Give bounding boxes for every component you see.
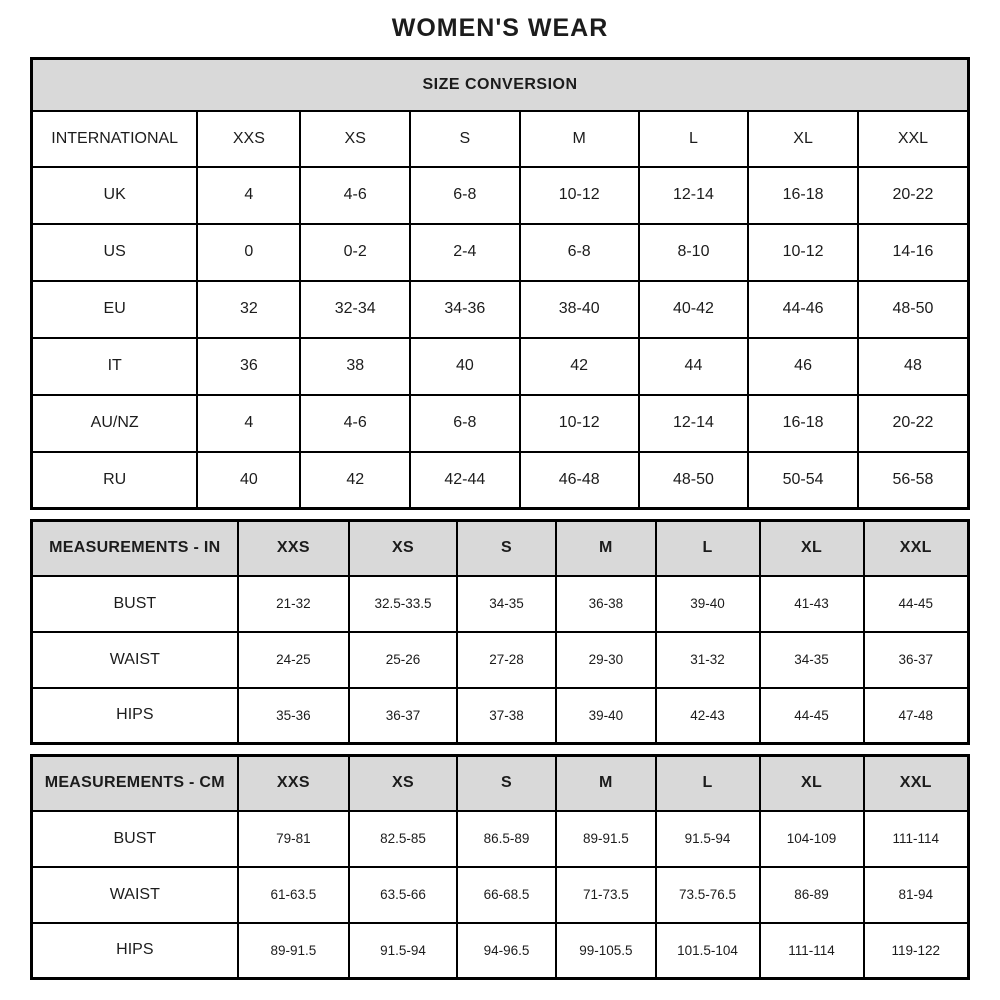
size-column-header: XXL bbox=[864, 756, 969, 811]
size-column-header: M bbox=[520, 111, 639, 167]
measurement-value: 36-37 bbox=[349, 688, 457, 744]
size-value: 48-50 bbox=[858, 281, 969, 338]
size-value: 40 bbox=[410, 338, 520, 395]
measurement-value: 36-37 bbox=[864, 632, 969, 688]
region-label: EU bbox=[32, 281, 198, 338]
size-value: 38 bbox=[300, 338, 410, 395]
size-value: 2-4 bbox=[410, 224, 520, 281]
measurement-label: BUST bbox=[32, 576, 238, 632]
size-column-header: S bbox=[410, 111, 520, 167]
column-header-row bbox=[32, 756, 969, 811]
region-label: UK bbox=[32, 167, 198, 224]
size-value: 44-46 bbox=[748, 281, 858, 338]
size-value: 44 bbox=[639, 338, 749, 395]
size-value: 32-34 bbox=[300, 281, 410, 338]
measurement-value: 89-91.5 bbox=[556, 811, 655, 867]
size-value: 46 bbox=[748, 338, 858, 395]
size-value: 0 bbox=[197, 224, 300, 281]
region-label: AU/NZ bbox=[32, 395, 198, 452]
measurement-value: 91.5-94 bbox=[349, 923, 457, 979]
size-column-header: L bbox=[656, 521, 760, 576]
size-column-header: XXS bbox=[197, 111, 300, 167]
size-value: 6-8 bbox=[520, 224, 639, 281]
measurement-value: 91.5-94 bbox=[656, 811, 760, 867]
table-row bbox=[32, 923, 969, 979]
size-value: 42-44 bbox=[410, 452, 520, 509]
measurement-label: HIPS bbox=[32, 923, 238, 979]
size-value: 12-14 bbox=[639, 167, 749, 224]
size-value: 48 bbox=[858, 338, 969, 395]
measurement-value: 89-91.5 bbox=[238, 923, 350, 979]
size-value: 6-8 bbox=[410, 395, 520, 452]
table-row bbox=[32, 395, 969, 452]
table-row bbox=[32, 811, 969, 867]
region-label: IT bbox=[32, 338, 198, 395]
column-header-row bbox=[32, 111, 969, 167]
measurement-label: WAIST bbox=[32, 632, 238, 688]
size-value: 40 bbox=[197, 452, 300, 509]
measurement-value: 32.5-33.5 bbox=[349, 576, 457, 632]
size-column-header: XXS bbox=[238, 521, 350, 576]
table-row bbox=[32, 167, 969, 224]
measurement-value: 119-122 bbox=[864, 923, 969, 979]
measurement-value: 94-96.5 bbox=[457, 923, 556, 979]
size-value: 46-48 bbox=[520, 452, 639, 509]
measurement-value: 61-63.5 bbox=[238, 867, 350, 923]
measurement-value: 101.5-104 bbox=[656, 923, 760, 979]
measurement-value: 111-114 bbox=[864, 811, 969, 867]
size-value: 14-16 bbox=[858, 224, 969, 281]
measurement-value: 39-40 bbox=[656, 576, 760, 632]
table-title: SIZE CONVERSION bbox=[32, 59, 969, 111]
size-column-header: L bbox=[639, 111, 749, 167]
size-column-header: M bbox=[556, 521, 655, 576]
size-value: 10-12 bbox=[520, 395, 639, 452]
size-value: 36 bbox=[197, 338, 300, 395]
measurement-value: 35-36 bbox=[238, 688, 350, 744]
size-value: 12-14 bbox=[639, 395, 749, 452]
measurement-label: WAIST bbox=[32, 867, 238, 923]
size-value: 0-2 bbox=[300, 224, 410, 281]
measurement-value: 31-32 bbox=[656, 632, 760, 688]
measurement-value: 71-73.5 bbox=[556, 867, 655, 923]
size-column-header: XL bbox=[760, 756, 864, 811]
size-value: 50-54 bbox=[748, 452, 858, 509]
table-banner-row bbox=[32, 59, 969, 111]
size-value: 4 bbox=[197, 395, 300, 452]
measurement-value: 111-114 bbox=[760, 923, 864, 979]
size-column-header: XL bbox=[748, 111, 858, 167]
measurement-value: 44-45 bbox=[760, 688, 864, 744]
region-label: US bbox=[32, 224, 198, 281]
measurement-value: 42-43 bbox=[656, 688, 760, 744]
size-value: 4-6 bbox=[300, 395, 410, 452]
size-column-header: S bbox=[457, 756, 556, 811]
measurement-value: 104-109 bbox=[760, 811, 864, 867]
measurements-cm-table bbox=[30, 754, 970, 980]
size-value: 16-18 bbox=[748, 167, 858, 224]
measurement-value: 41-43 bbox=[760, 576, 864, 632]
size-column-header: XXL bbox=[864, 521, 969, 576]
size-column-header: XS bbox=[300, 111, 410, 167]
size-value: 10-12 bbox=[748, 224, 858, 281]
measurement-value: 86.5-89 bbox=[457, 811, 556, 867]
size-column-header: XS bbox=[349, 521, 457, 576]
measurement-value: 21-32 bbox=[238, 576, 350, 632]
measurement-label: HIPS bbox=[32, 688, 238, 744]
table-title: MEASUREMENTS - IN bbox=[32, 521, 238, 576]
size-value: 16-18 bbox=[748, 395, 858, 452]
measurement-value: 79-81 bbox=[238, 811, 350, 867]
measurement-value: 82.5-85 bbox=[349, 811, 457, 867]
measurement-label: BUST bbox=[32, 811, 238, 867]
measurement-value: 44-45 bbox=[864, 576, 969, 632]
measurements-in-table bbox=[30, 519, 970, 745]
measurement-value: 99-105.5 bbox=[556, 923, 655, 979]
size-value: 20-22 bbox=[858, 167, 969, 224]
size-value: 4-6 bbox=[300, 167, 410, 224]
measurement-value: 81-94 bbox=[864, 867, 969, 923]
table-row bbox=[32, 867, 969, 923]
size-value: 4 bbox=[197, 167, 300, 224]
size-value: 34-36 bbox=[410, 281, 520, 338]
size-value: 20-22 bbox=[858, 395, 969, 452]
measurement-value: 47-48 bbox=[864, 688, 969, 744]
size-value: 42 bbox=[520, 338, 639, 395]
column-header-row bbox=[32, 521, 969, 576]
size-conversion-table bbox=[30, 57, 970, 510]
size-value: 56-58 bbox=[858, 452, 969, 509]
measurement-value: 73.5-76.5 bbox=[656, 867, 760, 923]
region-label: RU bbox=[32, 452, 198, 509]
measurement-value: 63.5-66 bbox=[349, 867, 457, 923]
size-column-header: S bbox=[457, 521, 556, 576]
size-value: 40-42 bbox=[639, 281, 749, 338]
measurement-value: 86-89 bbox=[760, 867, 864, 923]
size-value: 38-40 bbox=[520, 281, 639, 338]
page-title: WOMEN'S WEAR bbox=[391, 14, 609, 42]
size-value: 42 bbox=[300, 452, 410, 509]
size-column-header: L bbox=[656, 756, 760, 811]
row-header-label: INTERNATIONAL bbox=[32, 111, 198, 167]
size-column-header: XS bbox=[349, 756, 457, 811]
measurement-value: 27-28 bbox=[457, 632, 556, 688]
size-column-header: XXL bbox=[858, 111, 969, 167]
measurement-value: 37-38 bbox=[457, 688, 556, 744]
measurement-value: 36-38 bbox=[556, 576, 655, 632]
size-value: 10-12 bbox=[520, 167, 639, 224]
size-value: 8-10 bbox=[639, 224, 749, 281]
table-row bbox=[32, 576, 969, 632]
table-row bbox=[32, 281, 969, 338]
size-value: 6-8 bbox=[410, 167, 520, 224]
size-value: 32 bbox=[197, 281, 300, 338]
size-column-header: XL bbox=[760, 521, 864, 576]
measurement-value: 66-68.5 bbox=[457, 867, 556, 923]
measurement-value: 25-26 bbox=[349, 632, 457, 688]
size-column-header: XXS bbox=[238, 756, 350, 811]
measurement-value: 34-35 bbox=[760, 632, 864, 688]
size-column-header: M bbox=[556, 756, 655, 811]
table-row bbox=[32, 338, 969, 395]
table-row bbox=[32, 224, 969, 281]
measurement-value: 24-25 bbox=[238, 632, 350, 688]
table-row bbox=[32, 452, 969, 509]
table-title: MEASUREMENTS - CM bbox=[32, 756, 238, 811]
measurement-value: 29-30 bbox=[556, 632, 655, 688]
size-value: 48-50 bbox=[639, 452, 749, 509]
measurement-value: 34-35 bbox=[457, 576, 556, 632]
measurement-value: 39-40 bbox=[556, 688, 655, 744]
table-row bbox=[32, 688, 969, 744]
table-row bbox=[32, 632, 969, 688]
